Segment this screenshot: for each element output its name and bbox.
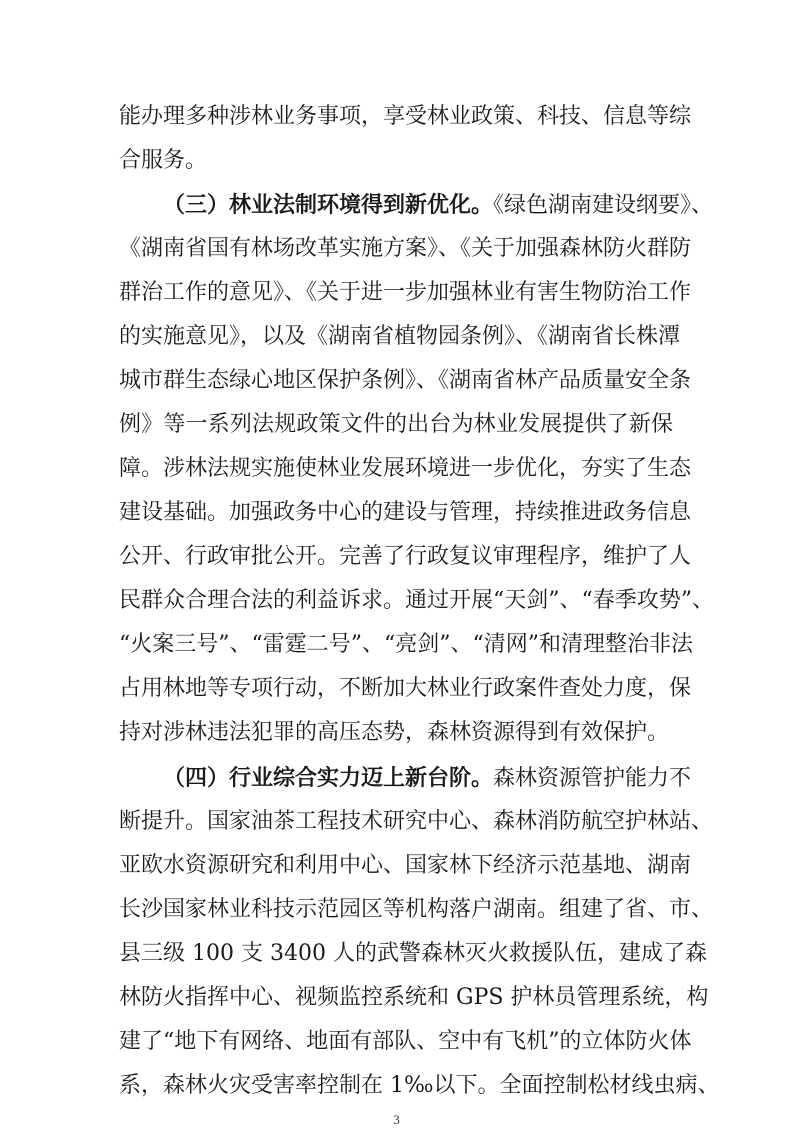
body-text-line: 建设基础。加强政务中心的建设与管理，持续推进政务信息 — [119, 500, 692, 525]
body-text-line: 持对涉林违法犯罪的高压态势，森林资源得到有效保护。 — [119, 720, 670, 745]
body-text-line: 长沙国家林业科技示范园区等机构落户湖南。组建了省、市、 — [119, 897, 714, 922]
body-text-line: 断提升。国家油茶工程技术研究中心、森林消防航空护林站、 — [119, 809, 714, 834]
section-4-heading-line: （四）行业综合实力迈上新台阶。森林资源管护能力不 — [163, 765, 692, 791]
body-text-line: 合服务。 — [119, 148, 208, 173]
body-text-line: 县三级 100 支 3400 人的武警森林灭火救援队伍，建成了森 — [119, 941, 707, 966]
body-text-line: 群治工作的意见》、《关于进一步加强林业有害生物防治工作 — [119, 280, 692, 305]
body-text-line: 系，森林火灾受害率控制在 1‰以下。全面控制松材线虫病、 — [119, 1073, 720, 1098]
body-text-line: 例》等一系列法规政策文件的出台为林业发展提供了新保 — [119, 412, 673, 437]
section-3-heading-line: （三）林业法制环境得到新优化。《绿色湖南建设纲要》、 — [163, 192, 714, 218]
body-text-line: 公开、行政审批公开。完善了行政复议审理程序，维护了人 — [119, 544, 692, 569]
section-4-heading: （四）行业综合实力迈上新台阶。 — [163, 765, 494, 791]
body-text-line: 林防火指挥中心、视频监控系统和 GPS 护林员管理系统，构 — [119, 985, 709, 1010]
body-text-line: 占用林地等专项行动，不断加大林业行政案件查处力度，保 — [119, 676, 692, 701]
page-number: 3 — [393, 1112, 400, 1127]
body-text-line: 建了“地下有网络、地面有部队、空中有飞机”的立体防火体 — [119, 1029, 692, 1054]
body-text-line: 城市群生态绿心地区保护条例》、《湖南省林产品质量安全条 — [119, 368, 692, 393]
body-text-line: 的实施意见》，以及《湖南省植物园条例》、《湖南省长株潭 — [119, 324, 681, 349]
body-text-line: “火案三号”、“雷霆二号”、“亮剑”、“清网”和清理整治非法 — [119, 632, 693, 657]
body-text-line: 《湖南省国有林场改革实施方案》、《关于加强森林防火群防 — [119, 236, 692, 261]
body-text-line: 亚欧水资源研究和利用中心、国家林下经济示范基地、湖南 — [119, 853, 692, 878]
body-text-line: 能办理多种涉林业务事项，享受林业政策、科技、信息等综 — [119, 104, 692, 129]
section-3-heading: （三）林业法制环境得到新优化。 — [163, 192, 494, 218]
body-text-line: 民群众合理合法的利益诉求。通过开展“天剑”、“春季攻势”、 — [119, 588, 714, 613]
body-text-line: 障。涉林法规实施使林业发展环境进一步优化，夯实了生态 — [119, 456, 692, 481]
